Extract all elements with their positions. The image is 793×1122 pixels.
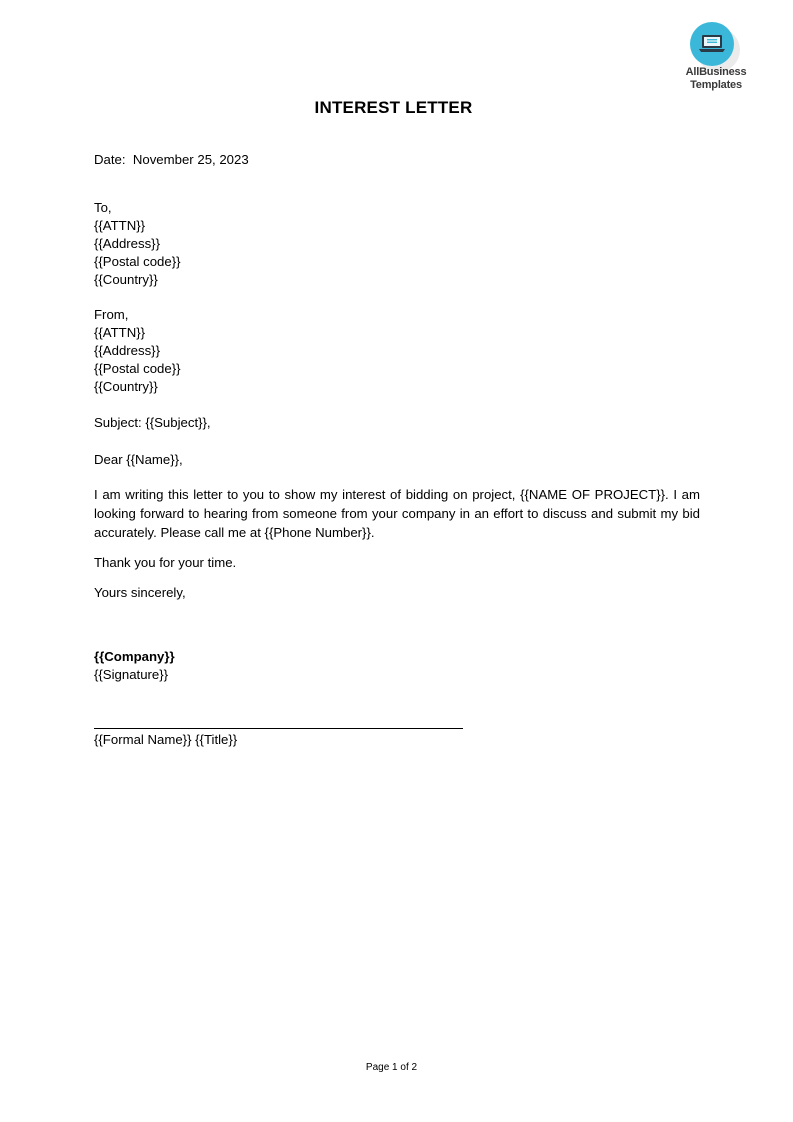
signature-line: {{Signature}} [94,667,169,682]
to-attn: {{ATTN}} [94,218,146,233]
logo-line-2: Templates [690,79,742,91]
date-label: Date: [94,152,126,167]
body-paragraph: I am writing this letter to you to show my interest of bidding on project, {{NAME OF PROJECT}}. I am looking forward to hearing from someone from your company in an effort to discuss and submit my bid accurately. Please call me at {{Phone Number}}. [94,487,700,540]
company-name: {{Company}} [94,649,175,664]
from-postal-code: {{Postal code}} [94,361,181,376]
page-number: Page 1 of 2 [365,1062,418,1073]
logo-wordmark [676,66,756,92]
to-address: {{Address}} [94,236,160,251]
from-country: {{Country}} [94,379,158,394]
thanks-line: Thank you for your time. [94,555,237,570]
from-address: {{Address}} [94,343,160,358]
document-title: INTEREST LETTER [314,98,473,117]
signature-rule [94,728,463,729]
from-attn: {{ATTN}} [94,325,146,340]
date-line [94,151,249,169]
laptop-icon [699,33,725,55]
logo-circle [690,22,734,66]
subject-line: Subject: {{Subject}}, [94,415,211,430]
to-country: {{Country}} [94,272,158,287]
to-postal-code: {{Postal code}} [94,254,181,269]
to-heading: To, [94,200,112,215]
logo-line-1: AllBusiness [685,66,747,78]
allbusiness-templates-logo [676,22,756,96]
from-heading: From, [94,307,129,322]
closing-line: Yours sincerely, [94,585,186,600]
salutation: Dear {{Name}}, [94,452,183,467]
date-value: November 25, 2023 [132,152,249,167]
formal-name-title: {{Formal Name}} {{Title}} [94,732,238,747]
